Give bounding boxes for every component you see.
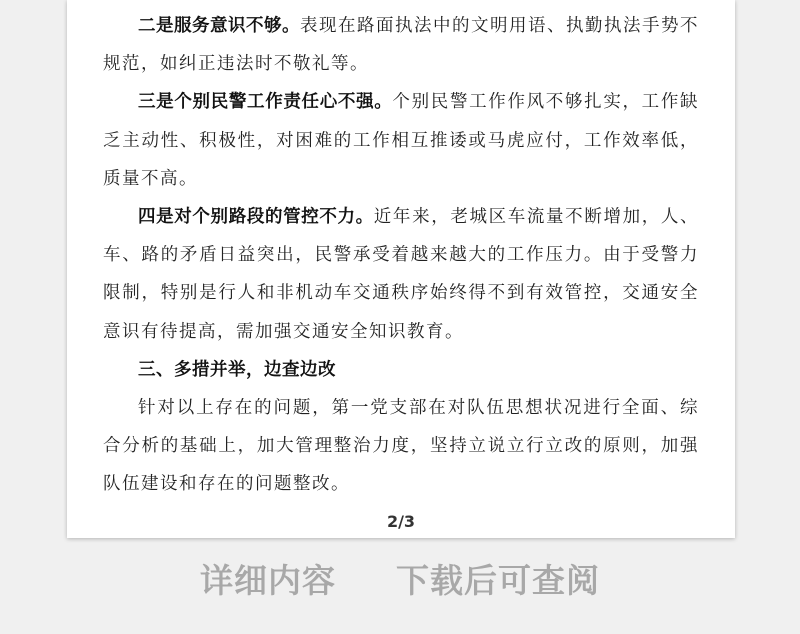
document-page bbox=[67, 0, 735, 538]
download-label: 下载后可查阅 bbox=[396, 561, 600, 600]
paragraph-text: 个别民警工作作风不够扎实，工作缺乏主动性、积极性，对困难的工作相互推诿或马虎应付，工作效率低，质量不高。 bbox=[103, 92, 700, 189]
details-label: 详细内容 bbox=[200, 561, 336, 600]
paragraph-closing: 针对以上存在的问题，第一党支部在对队伍思想状况进行全面、综合分析的基础上，加大管理整治力度，坚持立说立行立改的原则，加强队伍建设和存在的问题整改。 bbox=[103, 398, 699, 495]
paragraph-text: 近年来，老城区车流量不断增加，人、车、路的矛盾日益突出，民警承受着越来越大的工作压力。由于受警力限制，特别是行人和非机动车交通秩序始终得不到有效管控，交通安全意识有待提高，需加强交通安全知识教育。 bbox=[103, 207, 700, 342]
paragraph-lead: 三是个别民警工作责任心不强。 bbox=[138, 92, 393, 113]
document-body bbox=[103, 7, 699, 504]
paragraph-road-control bbox=[103, 198, 699, 351]
paragraph-responsibility bbox=[103, 83, 699, 198]
page-number: 2/3 bbox=[386, 512, 416, 531]
paragraph-service-awareness bbox=[103, 7, 699, 83]
paragraph-text: 表现在路面执法中的文明用语、执勤执法手势不规范，如纠正违法时不敬礼等。 bbox=[103, 16, 699, 75]
download-prompt-banner[interactable] bbox=[0, 556, 800, 606]
section-heading: 三、多措并举，边查边改 bbox=[138, 359, 336, 380]
paragraph-lead: 二是服务意识不够。 bbox=[138, 16, 300, 36]
paragraph-lead: 四是对个别路段的管控不力。 bbox=[138, 207, 374, 228]
